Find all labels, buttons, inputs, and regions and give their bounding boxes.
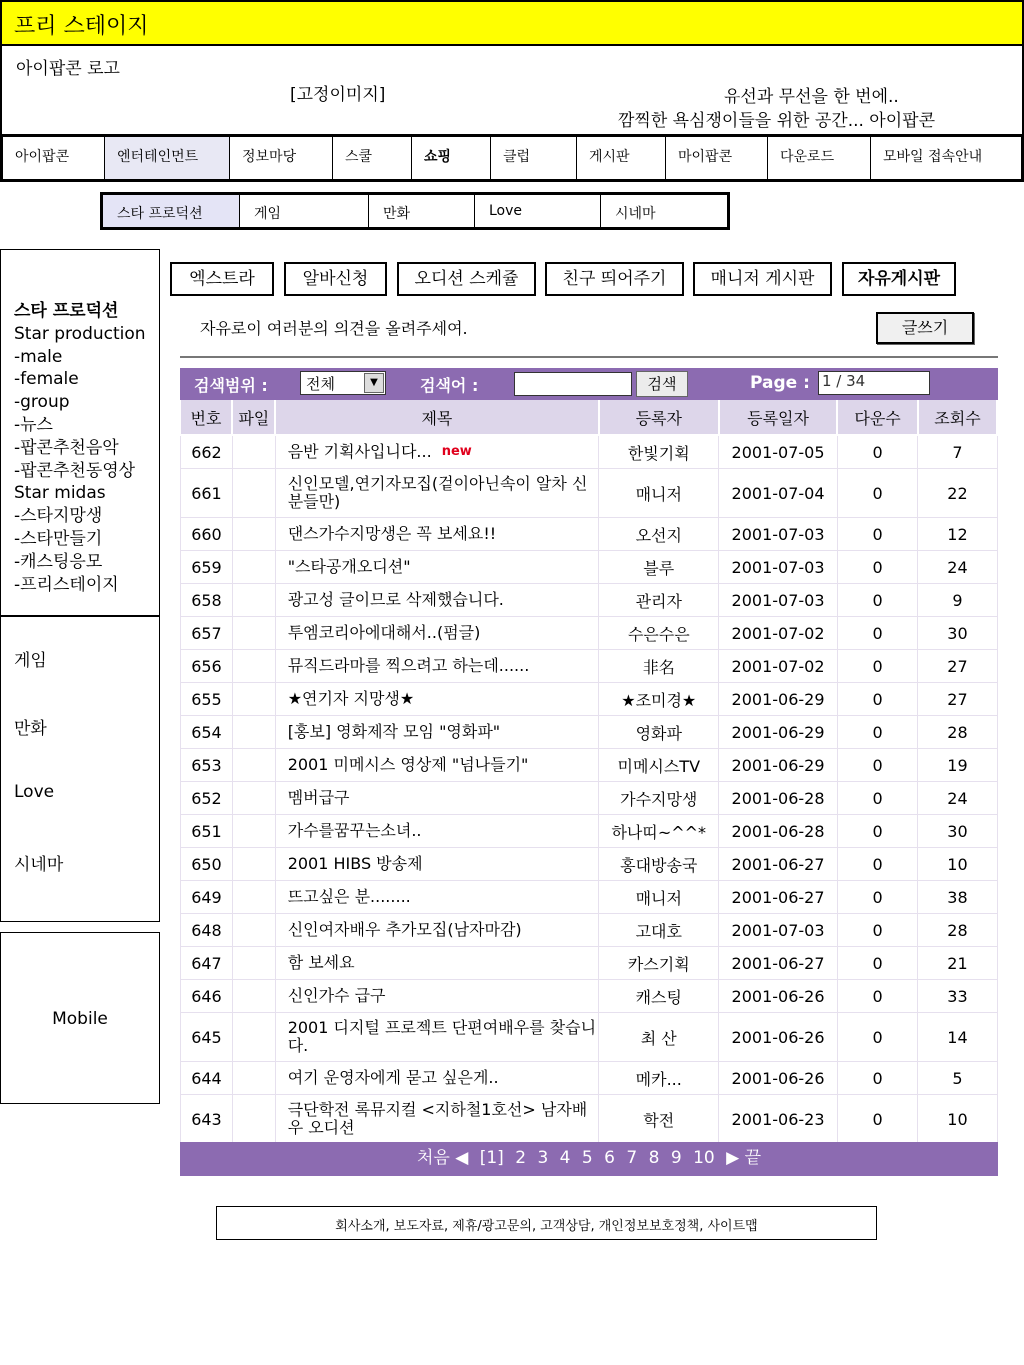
- row-title[interactable]: [275, 980, 598, 1013]
- row-author: 관리자: [599, 584, 719, 617]
- page-first[interactable]: 처음 ◀: [416, 1148, 469, 1168]
- row-title-text[interactable]: 신인가수 급구: [287, 986, 386, 1005]
- row-file: [232, 848, 275, 881]
- sidebar-item-star-making[interactable]: -스타만들기: [14, 528, 103, 549]
- row-file: [232, 435, 275, 469]
- row-number: 649: [181, 881, 233, 914]
- row-date: 2001-07-03: [719, 584, 837, 617]
- row-title-text[interactable]: 광고성 글이므로 삭제했습니다.: [287, 590, 504, 609]
- sidebar-item-male[interactable]: -male: [14, 346, 63, 367]
- row-title-text[interactable]: 뮤직드라마를 찍으려고 하는데......: [287, 656, 530, 675]
- search-button[interactable]: 검색: [636, 371, 688, 397]
- page-link[interactable]: 4: [559, 1148, 571, 1168]
- row-date: 2001-07-04: [719, 469, 837, 518]
- divider: [180, 356, 998, 358]
- row-author: 오선지: [599, 518, 719, 551]
- sub-nav-comics[interactable]: 만화: [369, 195, 475, 227]
- row-views: 5: [918, 1062, 997, 1095]
- row-file: [232, 1095, 275, 1144]
- row-number: 657: [181, 617, 233, 650]
- table-row[interactable]: [181, 815, 998, 848]
- table-row[interactable]: [181, 435, 998, 469]
- nav-item-mypopcorn[interactable]: 마이팝콘: [666, 137, 768, 179]
- row-file: [232, 1013, 275, 1062]
- row-views: 30: [918, 617, 997, 650]
- row-title-text[interactable]: 뜨고싶은 분........: [287, 887, 411, 906]
- sidebar-item-comics[interactable]: 만화: [14, 719, 47, 739]
- new-badge: new: [441, 444, 472, 459]
- row-title[interactable]: [275, 815, 598, 848]
- row-views: 24: [918, 551, 997, 584]
- page-link[interactable]: 3: [537, 1148, 549, 1168]
- nav-item-entertainment[interactable]: 엔터테인먼트: [105, 137, 230, 179]
- page-link[interactable]: 7: [626, 1148, 638, 1168]
- sidebar-mobile-box[interactable]: [0, 932, 160, 1104]
- row-downloads: 0: [837, 584, 918, 617]
- row-title-text[interactable]: ★연기자 지망생★: [287, 689, 415, 708]
- row-author: 영화파: [599, 716, 719, 749]
- table-row[interactable]: [181, 881, 998, 914]
- table-row[interactable]: [181, 683, 998, 716]
- table-header-row: [181, 400, 998, 435]
- col-header-date: 등록일자: [719, 400, 837, 435]
- table-row[interactable]: [181, 914, 998, 947]
- row-number: 652: [181, 782, 233, 815]
- table-row[interactable]: [181, 584, 998, 617]
- page-link[interactable]: [1]: [479, 1148, 504, 1168]
- footer-links[interactable]: 회사소개, 보도자료, 제휴/광고문의, 고객상담, 개인정보보호정책, 사이트맵: [216, 1206, 877, 1240]
- sidebar-item-news[interactable]: -뉴스: [14, 414, 53, 435]
- board-table: [180, 400, 998, 1144]
- chevron-down-icon[interactable]: ▼: [364, 373, 384, 393]
- row-date: 2001-06-26: [719, 1062, 837, 1095]
- sub-nav: [100, 192, 730, 230]
- col-header-author: 등록자: [599, 400, 719, 435]
- sidebar-item-group[interactable]: -group: [14, 392, 70, 413]
- sidebar-item-female[interactable]: -female: [14, 369, 79, 390]
- row-views: 27: [918, 650, 997, 683]
- table-row[interactable]: [181, 782, 998, 815]
- row-views: 28: [918, 914, 997, 947]
- row-title[interactable]: [275, 518, 598, 551]
- row-number: 655: [181, 683, 233, 716]
- row-title[interactable]: [275, 1062, 598, 1095]
- row-file: [232, 815, 275, 848]
- row-title-text[interactable]: "스타공개오디션": [287, 557, 411, 576]
- row-title[interactable]: [275, 782, 598, 815]
- row-file: [232, 650, 275, 683]
- row-number: 659: [181, 551, 233, 584]
- main-nav: [0, 134, 1024, 182]
- table-row[interactable]: [181, 650, 998, 683]
- row-author: 카스기획: [599, 947, 719, 980]
- search-bar: [180, 368, 998, 400]
- row-title-text[interactable]: 신인모델,연기자모집(겉이아닌속이 알차 신분들만): [287, 474, 588, 511]
- row-number: 647: [181, 947, 233, 980]
- row-file: [232, 914, 275, 947]
- row-downloads: 0: [837, 914, 918, 947]
- row-number: 645: [181, 1013, 233, 1062]
- table-row[interactable]: [181, 848, 998, 881]
- row-number: 648: [181, 914, 233, 947]
- sidebar-item-cinema[interactable]: 시네마: [14, 855, 64, 875]
- row-file: [232, 980, 275, 1013]
- sidebar-item-star-production[interactable]: Star production: [14, 323, 146, 344]
- sidebar-item-love[interactable]: Love: [14, 782, 55, 802]
- row-author: 홍대방송국: [599, 848, 719, 881]
- row-title-text[interactable]: 2001 디지털 프로젝트 단편여배우를 찾습니다.: [287, 1018, 597, 1055]
- sidebar-item-game[interactable]: 게임: [14, 651, 47, 671]
- row-downloads: 0: [837, 1062, 918, 1095]
- page-link[interactable]: 9: [670, 1148, 682, 1168]
- row-number: 644: [181, 1062, 233, 1095]
- row-downloads: 0: [837, 815, 918, 848]
- row-title-text[interactable]: 신인여자배우 추가모집(남자마감): [287, 920, 522, 939]
- row-title-text[interactable]: 함 보세요: [287, 953, 355, 972]
- page-link[interactable]: 6: [604, 1148, 615, 1168]
- row-downloads: 0: [837, 848, 918, 881]
- row-downloads: 0: [837, 551, 918, 584]
- search-word-label: 검색어 :: [420, 376, 479, 395]
- row-number: 661: [181, 469, 233, 518]
- sub-nav-love[interactable]: Love: [475, 195, 601, 227]
- row-file: [232, 716, 275, 749]
- row-views: 10: [918, 848, 997, 881]
- tab-extra[interactable]: 엑스트라: [170, 262, 274, 296]
- table-row[interactable]: [181, 518, 998, 551]
- row-author: 블루: [599, 551, 719, 584]
- row-title[interactable]: [275, 435, 598, 469]
- row-title-text[interactable]: 2001 미메시스 영상제 "넘나들기": [287, 755, 529, 774]
- table-row[interactable]: [181, 551, 998, 584]
- row-date: 2001-06-28: [719, 815, 837, 848]
- row-downloads: 0: [837, 881, 918, 914]
- row-downloads: 0: [837, 749, 918, 782]
- row-file: [232, 584, 275, 617]
- row-file: [232, 881, 275, 914]
- col-header-file: 파일: [232, 400, 275, 435]
- row-downloads: 0: [837, 469, 918, 518]
- row-date: 2001-07-03: [719, 914, 837, 947]
- row-date: 2001-07-03: [719, 551, 837, 584]
- write-button[interactable]: 글쓰기: [876, 312, 974, 344]
- sidebar-item-free-stage[interactable]: -프리스테이지: [14, 574, 119, 595]
- col-header-title: 제목: [275, 400, 598, 435]
- row-author: 학전: [599, 1095, 719, 1144]
- row-file: [232, 518, 275, 551]
- row-date: 2001-06-27: [719, 881, 837, 914]
- row-title[interactable]: [275, 947, 598, 980]
- row-number: 656: [181, 650, 233, 683]
- tab-friend-promote[interactable]: 친구 띄어주기: [545, 262, 684, 296]
- row-title[interactable]: [275, 469, 598, 518]
- sidebar-item-recommended-video[interactable]: -팝콘추천동영상: [14, 460, 136, 481]
- row-title[interactable]: [275, 1095, 598, 1144]
- row-file: [232, 1062, 275, 1095]
- row-number: 651: [181, 815, 233, 848]
- row-number: 646: [181, 980, 233, 1013]
- page-link[interactable]: 2: [515, 1148, 527, 1168]
- row-file: [232, 947, 275, 980]
- row-title-text[interactable]: 댄스가수지망생은 꼭 보세요!!: [287, 524, 497, 543]
- search-input[interactable]: [514, 372, 632, 396]
- table-row[interactable]: [181, 1013, 998, 1062]
- row-views: 9: [918, 584, 997, 617]
- sidebar-item-casting-apply[interactable]: -캐스팅응모: [14, 551, 103, 572]
- board-body: [181, 435, 998, 1144]
- slogan-line-2: 깜찍한 욕심쟁이들을 위한 공간... 아이팝콘: [618, 111, 936, 131]
- site-title-bar: [0, 0, 1024, 46]
- row-file: [232, 782, 275, 815]
- row-title[interactable]: [275, 683, 598, 716]
- row-number: 643: [181, 1095, 233, 1144]
- row-author: 미메시스TV: [599, 749, 719, 782]
- row-title[interactable]: [275, 749, 598, 782]
- row-number: 660: [181, 518, 233, 551]
- row-date: 2001-06-26: [719, 980, 837, 1013]
- board-intro-text: 자유로이 여러분의 의견을 올려주세여.: [200, 319, 468, 338]
- slogan-line-1: 유선과 무선을 한 번에..: [724, 87, 899, 107]
- page-link[interactable]: 10: [693, 1148, 715, 1168]
- search-scope-label: 검색범위 :: [194, 376, 268, 395]
- row-downloads: 0: [837, 435, 918, 469]
- row-date: 2001-06-29: [719, 683, 837, 716]
- row-views: 12: [918, 518, 997, 551]
- row-number: 650: [181, 848, 233, 881]
- row-downloads: 0: [837, 617, 918, 650]
- row-views: 30: [918, 815, 997, 848]
- row-author: 매니저: [599, 469, 719, 518]
- row-number: 662: [181, 435, 233, 469]
- row-author: 非名: [599, 650, 719, 683]
- row-author: 메카...: [599, 1062, 719, 1095]
- row-title-text[interactable]: 투엠코리아에대해서..(펌글): [287, 623, 481, 642]
- page-label: Page :: [750, 373, 810, 393]
- row-downloads: 0: [837, 683, 918, 716]
- row-number: 658: [181, 584, 233, 617]
- row-title-text[interactable]: 극단학전 록뮤지컬 <지하철1호선> 남자배우 오디션: [287, 1100, 588, 1137]
- search-scope-select[interactable]: [300, 371, 386, 395]
- row-downloads: 0: [837, 518, 918, 551]
- row-author: 매니저: [599, 881, 719, 914]
- row-title[interactable]: [275, 1013, 598, 1062]
- row-views: 38: [918, 881, 997, 914]
- nav-item-shopping[interactable]: 쇼핑: [412, 137, 491, 179]
- row-title-text[interactable]: [홍보] 영화제작 모임 "영화파": [287, 722, 501, 741]
- sub-nav-star-production[interactable]: 스타 프로덕션: [103, 195, 240, 227]
- sidebar-item-star-aspirant[interactable]: -스타지망생: [14, 506, 103, 527]
- row-views: 33: [918, 980, 997, 1013]
- table-row[interactable]: [181, 716, 998, 749]
- nav-item-info[interactable]: 정보마당: [230, 137, 333, 179]
- row-title[interactable]: [275, 551, 598, 584]
- tab-free-board[interactable]: 자유게시판: [842, 262, 956, 296]
- header-logo-area: [0, 44, 1024, 136]
- row-downloads: 0: [837, 650, 918, 683]
- row-date: 2001-07-02: [719, 617, 837, 650]
- row-date: 2001-07-02: [719, 650, 837, 683]
- row-title[interactable]: [275, 617, 598, 650]
- row-author: 캐스팅: [599, 980, 719, 1013]
- row-title[interactable]: [275, 914, 598, 947]
- nav-item-school[interactable]: 스쿨: [333, 137, 412, 179]
- sidebar-heading-star-production[interactable]: 스타 프로덕션: [14, 301, 119, 321]
- row-date: 2001-07-03: [719, 518, 837, 551]
- row-author: 최 산: [599, 1013, 719, 1062]
- row-file: [232, 617, 275, 650]
- row-date: 2001-06-27: [719, 947, 837, 980]
- row-views: 19: [918, 749, 997, 782]
- table-row[interactable]: [181, 1095, 998, 1144]
- row-file: [232, 749, 275, 782]
- logo[interactable]: 아이팝콘 로고: [16, 59, 120, 79]
- table-row[interactable]: [181, 617, 998, 650]
- row-author: 한빛기획: [599, 435, 719, 469]
- table-row[interactable]: [181, 1062, 998, 1095]
- row-author: ★조미경★: [599, 683, 719, 716]
- row-date: 2001-06-29: [719, 749, 837, 782]
- row-downloads: 0: [837, 1013, 918, 1062]
- row-downloads: 0: [837, 782, 918, 815]
- col-header-views: 조회수: [918, 400, 997, 435]
- page-link[interactable]: 8: [648, 1148, 660, 1168]
- row-downloads: 0: [837, 1095, 918, 1144]
- row-date: 2001-06-28: [719, 782, 837, 815]
- site-title: 프리 스테이지: [14, 14, 149, 39]
- row-author: 고대호: [599, 914, 719, 947]
- page-last[interactable]: ▶ 끝: [726, 1148, 762, 1168]
- row-downloads: 0: [837, 947, 918, 980]
- nav-item-download[interactable]: 다운로드: [768, 137, 871, 179]
- row-number: 653: [181, 749, 233, 782]
- row-views: 14: [918, 1013, 997, 1062]
- row-views: 22: [918, 469, 997, 518]
- table-row[interactable]: [181, 469, 998, 518]
- page-indicator: 1 / 34: [818, 371, 930, 395]
- nav-item-club[interactable]: 클럽: [491, 137, 577, 179]
- col-header-downloads: 다운수: [837, 400, 918, 435]
- search-scope-value: 전체: [306, 375, 335, 393]
- row-file: [232, 683, 275, 716]
- tab-part-time[interactable]: 알바신청: [284, 262, 387, 296]
- row-views: 10: [918, 1095, 997, 1144]
- row-title-text[interactable]: 가수를꿈꾸는소녀..: [287, 821, 422, 840]
- col-header-number: 번호: [181, 400, 233, 435]
- row-file: [232, 551, 275, 584]
- row-title-text[interactable]: 여기 운영자에게 묻고 싶은게..: [287, 1068, 499, 1087]
- row-title[interactable]: [275, 848, 598, 881]
- row-title-text[interactable]: 음반 기획사입니다...: [287, 442, 432, 461]
- nav-item-mobile-guide[interactable]: 모바일 접속안내: [883, 149, 983, 165]
- nav-item-board[interactable]: 게시판: [577, 137, 666, 179]
- sidebar-item-star-midas[interactable]: Star midas: [14, 483, 106, 504]
- row-author: 수은수은: [599, 617, 719, 650]
- row-views: 27: [918, 683, 997, 716]
- row-date: 2001-06-27: [719, 848, 837, 881]
- fixed-image-placeholder: [고정이미지]: [290, 85, 386, 105]
- row-file: [232, 469, 275, 518]
- pagination: [180, 1142, 998, 1176]
- table-row[interactable]: [181, 749, 998, 782]
- sub-nav-cinema[interactable]: 시네마: [615, 206, 656, 222]
- row-title[interactable]: [275, 650, 598, 683]
- row-date: 2001-07-05: [719, 435, 837, 469]
- row-title[interactable]: [275, 881, 598, 914]
- row-number: 654: [181, 716, 233, 749]
- row-downloads: 0: [837, 980, 918, 1013]
- tab-manager-board[interactable]: 매니저 게시판: [693, 262, 832, 296]
- row-date: 2001-06-23: [719, 1095, 837, 1144]
- row-title-text[interactable]: 2001 HIBS 방송제: [287, 854, 423, 873]
- row-views: 28: [918, 716, 997, 749]
- sidebar-mobile-label: Mobile: [52, 1009, 108, 1029]
- sidebar-item-recommended-music[interactable]: -팝콘추천음악: [14, 437, 119, 458]
- table-row[interactable]: [181, 980, 998, 1013]
- table-row[interactable]: [181, 947, 998, 980]
- row-author: 가수지망생: [599, 782, 719, 815]
- row-views: 21: [918, 947, 997, 980]
- row-date: 2001-06-29: [719, 716, 837, 749]
- row-downloads: 0: [837, 716, 918, 749]
- row-views: 7: [918, 435, 997, 469]
- row-title[interactable]: [275, 584, 598, 617]
- nav-item-ipopcorn[interactable]: 아이팝콘: [3, 137, 105, 179]
- row-title-text[interactable]: 멤버급구: [287, 788, 350, 807]
- page-link[interactable]: 5: [581, 1148, 593, 1168]
- tab-audition-schedule[interactable]: 오디션 스케쥴: [397, 262, 536, 296]
- sidebar-star-menu: [0, 249, 160, 617]
- row-title[interactable]: [275, 716, 598, 749]
- row-date: 2001-06-26: [719, 1013, 837, 1062]
- row-author: 하나띠~^^*: [599, 815, 719, 848]
- sidebar-category-menu: [0, 615, 160, 922]
- row-views: 24: [918, 782, 997, 815]
- sub-nav-game[interactable]: 게임: [240, 195, 369, 227]
